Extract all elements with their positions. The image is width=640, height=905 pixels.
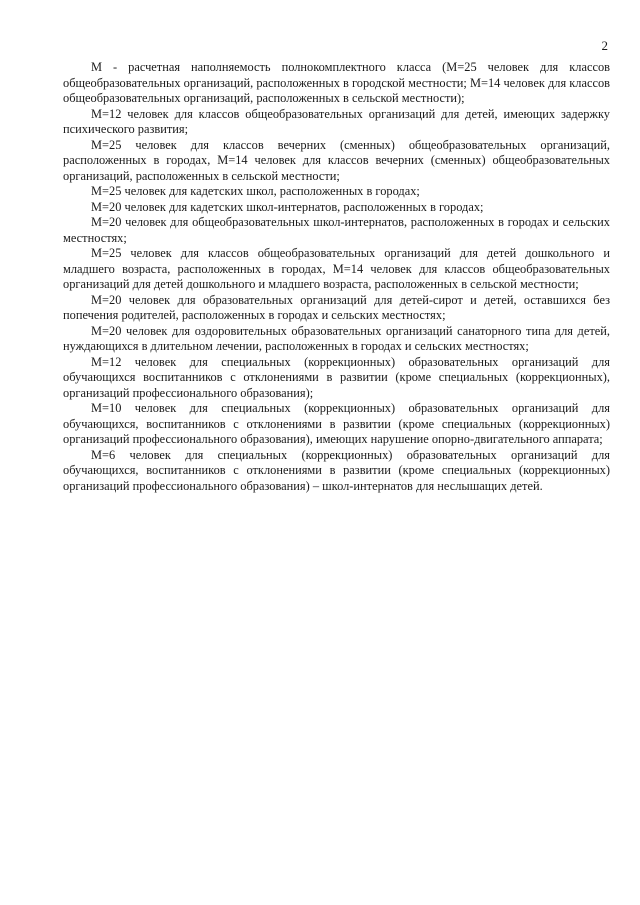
paragraph-6: М=20 человек для общеобразовательных школ-интернатов, расположенных в городах и сельских местностях; — [63, 215, 610, 245]
document-body — [63, 60, 610, 494]
paragraph-7: М=25 человек для классов общеобразовательных организаций для детей дошкольного и младшего возраста, расположенных в городах, М=14 человек для классов общеобразовательных организаций для детей дошкольного и младшего возраста, расположенных в сельской местности; — [63, 246, 610, 291]
paragraph-12: М=6 человек для специальных (коррекционных) образовательных организаций для обучающихся, воспитанников с отклонениями в развитии (кроме специальных (коррекционных) организаций профессионального образования) – школ-интернатов для неслышащих детей. — [63, 447, 610, 493]
paragraph-10: М=12 человек для специальных (коррекционных) образовательных организаций для обучающихся воспитанников с отклонениями в развитии (кроме специальных (коррекционных), организаций профессионального образования); — [63, 354, 610, 400]
page-number: 2 — [601, 38, 608, 53]
paragraph-9: М=20 человек для оздоровительных образовательных организаций санаторного типа для детей, нуждающихся в длительном лечении, расположенных в городах и сельских местностях; — [63, 323, 610, 353]
paragraph-3: М=25 человек для классов вечерних (сменных) общеобразовательных организаций, расположенных в городах, М=14 человек для классов вечерних (сменных) общеобразовательных организаций, расположенных в сельской местности; — [63, 137, 610, 183]
paragraph-11: М=10 человек для специальных (коррекционных) образовательных организаций для обучающихся, воспитанников с отклонениями в развитии (кроме специальных (коррекционных) организаций профессионального образования), имеющих нарушение опорно-двигательного аппарата; — [63, 401, 610, 446]
paragraph-2: М=12 человек для классов общеобразовательных организаций для детей, имеющих задержку психического развития; — [63, 106, 610, 136]
paragraph-4: М=25 человек для кадетских школ, расположенных в городах; — [91, 184, 420, 198]
paragraph-1: М - расчетная наполняемость полнокомплектного класса (М=25 человек для классов общеобразовательных организаций, расположенных в городской местности; М=14 человек для классов общеобразовательных организаций, расположенных в сельской местности); — [63, 60, 610, 105]
paragraph-5: М=20 человек для кадетских школ-интернатов, расположенных в городах; — [91, 199, 484, 214]
paragraph-8: М=20 человек для образовательных организаций для детей-сирот и детей, оставшихся без попечения родителей, расположенных в городах и сельских местностях; — [63, 292, 610, 322]
